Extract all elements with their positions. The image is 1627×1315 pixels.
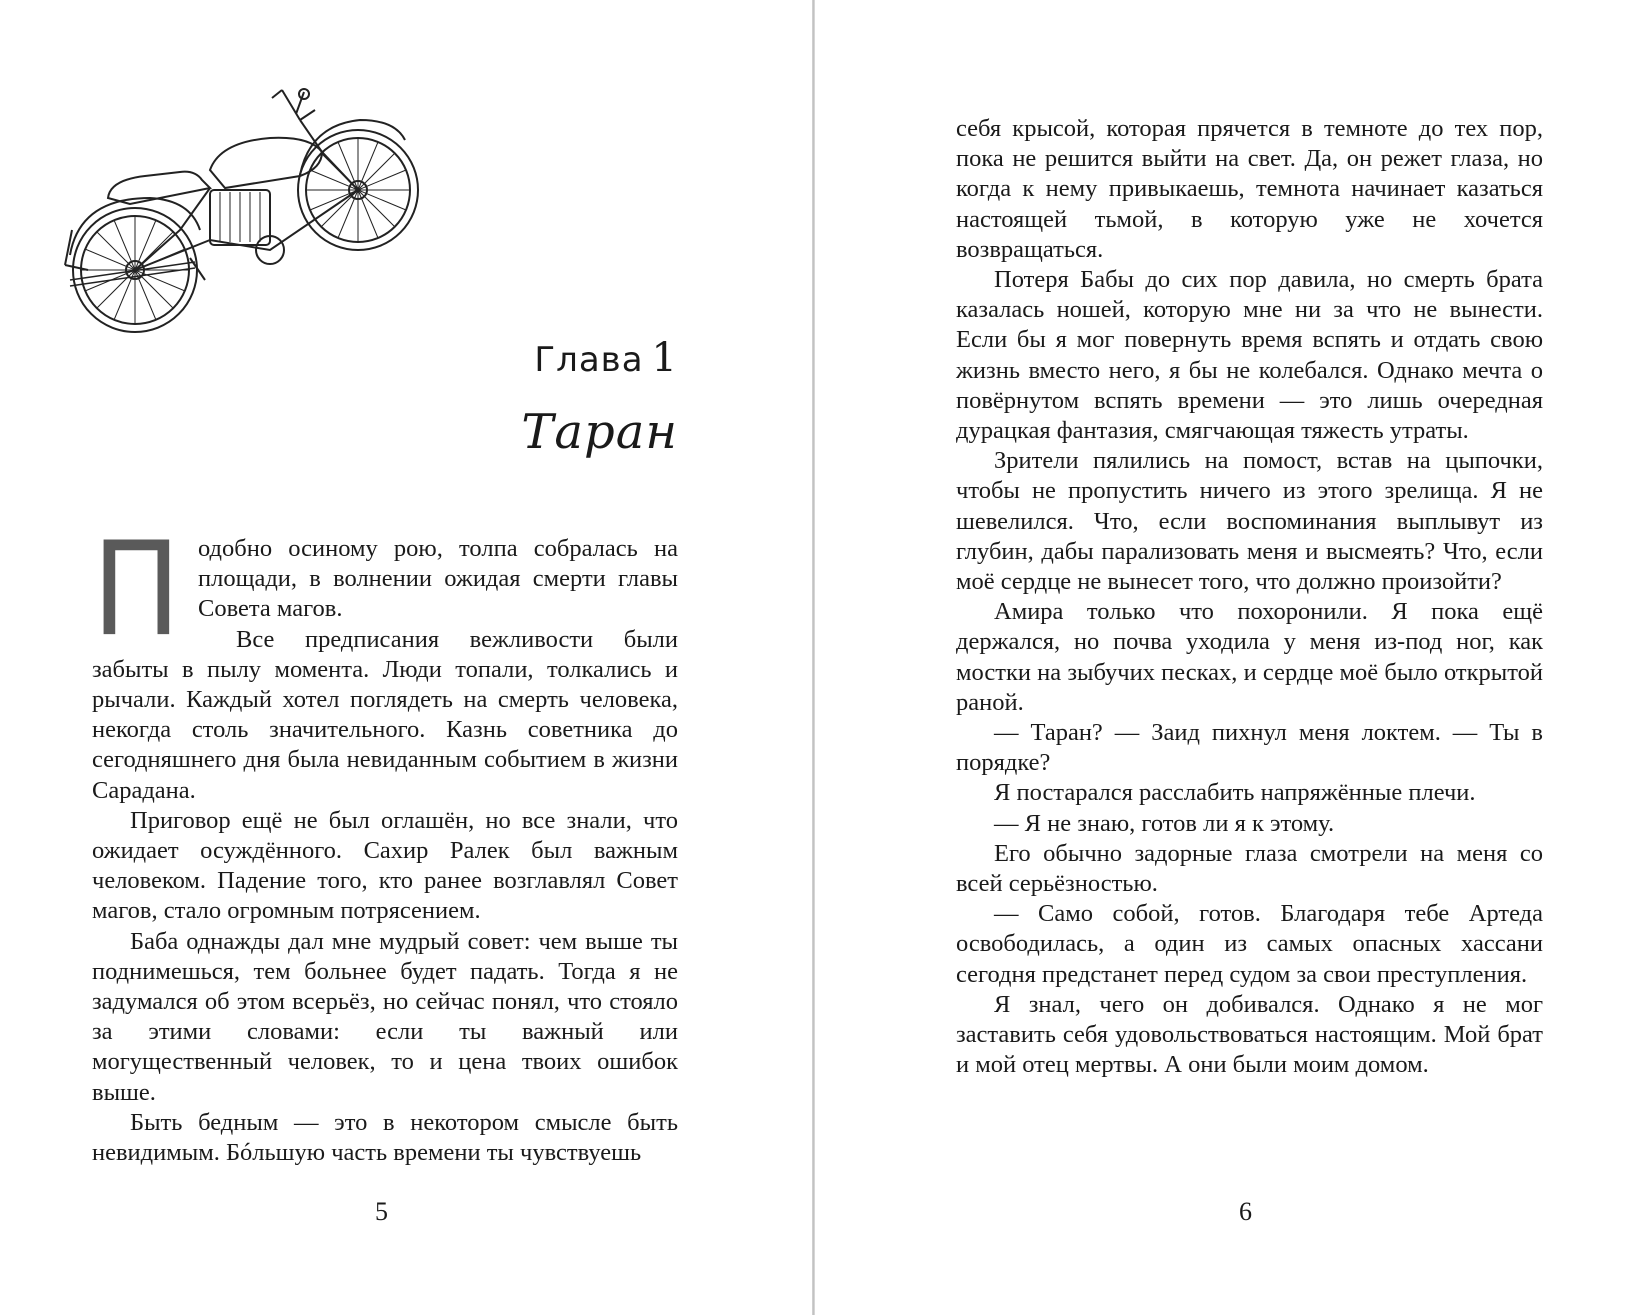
left-page-body: [92, 513, 678, 1168]
chapter-title: Таран: [521, 404, 678, 460]
page-number: 5: [375, 1197, 388, 1226]
chapter-number: 1: [651, 335, 678, 381]
left-page: [0, 0, 812, 1315]
right-page: [815, 0, 1627, 1315]
paragraph: Потеря Бабы до сих пор давила, но смерть брата казалась ношей, которую мне ни за что не вынести. Если бы я мог повернуть время вспять и отдать свою жизнь вместо него, я бы не колебался. Однако мечта о повёрнутом вспять времени — это лишь очередная дурацкая фантазия, смягчающая тяжесть утраты.: [956, 266, 1543, 445]
paragraph: Амира только что похоронили. Я пока ещё держался, но почва уходила у меня из-под ног, как мостки на зыбучих песках, и сердце моё было открытой раной.: [956, 598, 1543, 716]
chapter-label: Глава: [534, 340, 644, 380]
paragraph: Приговор ещё не был оглашён, но все знали, что ожидает осуждённого. Сахир Ралек был важным человеком. Падение того, кто ранее возглавлял Совет магов, стало огромным потрясением.: [92, 806, 678, 925]
paragraph: себя крысой, которая прячется в темноте до тех пор, пока не решится выйти на свет. Да, он режет глаза, но когда к нему привыкаешь, темнота начинает казаться настоящей тьмой, в которую уже не хочется возвращаться.: [956, 115, 1543, 263]
paragraph: Я постарался расслабить напряжённые плечи.: [994, 779, 1476, 807]
paragraph: Быть бедным — это в некотором смысле быть невидимым. Бóльшую часть времени ты чувствуешь: [92, 1108, 678, 1167]
paragraph: Все предписания вежливости были забыты в пылу момента. Люди топали, толкались и рычали. Каждый хотел поглядеть на смерть человека, некогда столь значительного. Казнь советника до сегодняшнего дня была невиданным событием в жизни Сарадана.: [92, 625, 678, 804]
page-number: 6: [1239, 1197, 1252, 1226]
drop-cap: П: [92, 513, 181, 665]
paragraph: Я знал, чего он добивался. Однако я не мог заставить себя удовольствоваться настоящим. Мой брат и мой отец мертвы. А они были моим домом.: [956, 990, 1543, 1079]
motorcycle-illustration: [60, 80, 440, 350]
paragraph: — Само собой, готов. Благодаря тебе Артеда освободилась, а один из самых опасных хассани сегодня предстанет перед судом за свои преступления.: [956, 900, 1543, 988]
paragraph: — Таран? — Заид пихнул меня локтем. — Ты в порядке?: [956, 719, 1543, 777]
paragraph: Его обычно задорные глаза смотрели на меня со всей серьёзностью.: [956, 839, 1543, 898]
right-page-body: [956, 114, 1543, 1081]
chapter-heading: [0, 335, 678, 381]
paragraph: Подобно осиному рою, толпа собралась на площади, в волнении ожидая смерти главы Совета магов.: [92, 513, 678, 665]
paragraph: Зрители пялились на помост, встав на цыпочки, чтобы не пропустить ничего из этого зрелища. Я не шевелился. Что, если воспоминания выплывут из глубин, дабы парализовать меня и высмеять? Что, если моё сердце не вынесет того, что должно произойти?: [956, 447, 1543, 596]
paragraph: — Я не знаю, готов ли я к этому.: [994, 809, 1335, 837]
paragraph: Баба однажды дал мне мудрый совет: чем выше ты поднимешься, тем больнее будет падать. Тогда я не задумался об этом всерьёз, но сейчас понял, что стояло за этими словами: если ты важный или могущественный человек, то и цена твоих ошибок выше.: [92, 927, 678, 1106]
